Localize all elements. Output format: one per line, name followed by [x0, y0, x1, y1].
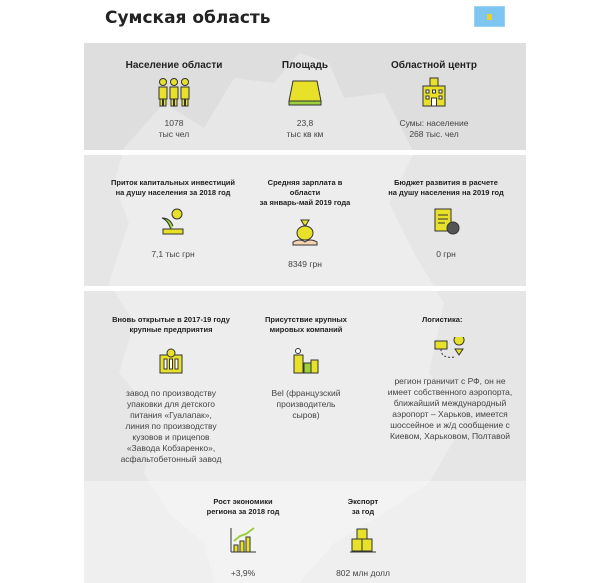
export-block — [318, 497, 408, 579]
companies-line-1: Bel (французский — [271, 388, 341, 398]
companies-heading-line2: мировых компаний — [269, 325, 343, 334]
investment-plant-icon — [158, 206, 188, 236]
logistics-heading: Логистика: — [422, 315, 463, 324]
growth-heading-line2: региона за 2018 год — [206, 507, 280, 516]
population-block — [110, 60, 238, 140]
logistics-line-5: шоссейное и ж/д сообщение с — [390, 420, 510, 430]
export-heading-line1: Экспорт — [347, 497, 379, 506]
center-block — [372, 60, 496, 140]
growth-chart-icon — [228, 525, 258, 555]
area-unit: тыс кв км — [286, 129, 324, 139]
enterprises-heading-line2: крупные предприятия — [129, 325, 213, 334]
export-value: 802 млн долл — [336, 568, 390, 578]
salary-value: 8349 грн — [288, 259, 322, 269]
center-line1: Сумы: население — [399, 118, 469, 128]
budget-value: 0 грн — [436, 249, 456, 259]
city-building-icon — [419, 76, 449, 108]
export-heading-line2: за год — [351, 507, 375, 516]
factory-icon — [156, 345, 186, 375]
export-boxes-icon — [348, 525, 378, 555]
enterprises-line-3: питания «Гуалапак», — [130, 410, 212, 420]
salary-heading-line2: за январь-май 2019 года — [259, 198, 351, 207]
flag-emblem — [487, 14, 492, 20]
center-heading: Областной центр — [391, 60, 477, 71]
enterprises-heading-line1: Вновь открытые в 2017-19 году — [112, 315, 230, 324]
logistics-line-4: аэропорт – Харьков, имеется — [392, 409, 508, 419]
growth-value: +3,9% — [230, 568, 256, 578]
population-value: 1078 — [164, 118, 184, 128]
enterprises-line-2: упаковки для детского — [127, 399, 215, 409]
logistics-line-1: регион граничит с РФ, он не — [394, 376, 506, 386]
companies-heading-line1: Присутствие крупных — [265, 315, 347, 324]
enterprises-line-5: кузовов и прицепов — [132, 432, 210, 442]
budget-document-icon — [431, 206, 461, 236]
logistics-line-3: ближайший международный — [393, 398, 507, 408]
region-flag — [474, 6, 505, 27]
companies-line-3: сыров) — [292, 410, 320, 420]
logistics-line-2: имеет собственного аэропорта, — [387, 387, 513, 397]
growth-heading-line1: Рост экономики — [213, 497, 273, 506]
enterprises-block — [108, 315, 234, 465]
people-icon — [154, 77, 194, 107]
land-icon — [287, 77, 323, 107]
companies-line-2: производитель — [276, 399, 336, 409]
logistics-block — [380, 315, 520, 442]
area-value: 23,8 — [296, 118, 314, 128]
population-heading: Население области — [125, 60, 223, 71]
enterprises-line-7: асфальтобетонный завод — [120, 454, 222, 464]
investment-heading-line1: Приток капитальных инвестиций — [110, 178, 236, 187]
money-bag-icon — [290, 216, 320, 246]
salary-block — [252, 178, 358, 270]
budget-heading-line1: Бюджет развития в расчете — [394, 178, 498, 187]
budget-block — [376, 178, 516, 260]
companies-block — [258, 315, 354, 421]
enterprises-line-6: «Завода Кобзаренко», — [126, 443, 216, 453]
area-block — [255, 60, 355, 140]
area-heading: Площадь — [281, 60, 329, 71]
growth-block — [198, 497, 288, 579]
route-pin-icon — [433, 337, 467, 367]
investment-value: 7,1 тыс грн — [151, 249, 195, 259]
population-unit: тыс чел — [158, 129, 190, 139]
factory-boxes-icon — [291, 345, 321, 375]
enterprises-line-1: завод по производству — [126, 388, 216, 398]
enterprises-line-4: линия по производству — [125, 421, 217, 431]
budget-heading-line2: на душу населения на 2019 год — [388, 188, 504, 197]
center-line2: 268 тыс. чел — [409, 129, 459, 139]
investment-heading-line2: на душу населения за 2018 год — [115, 188, 231, 197]
salary-heading-line1: Средняя зарплата в области — [267, 178, 343, 197]
investment-block — [103, 178, 243, 260]
page-title: Сумская область — [105, 8, 271, 28]
logistics-line-6: Киевом, Харьковом, Полтавой — [390, 431, 510, 441]
